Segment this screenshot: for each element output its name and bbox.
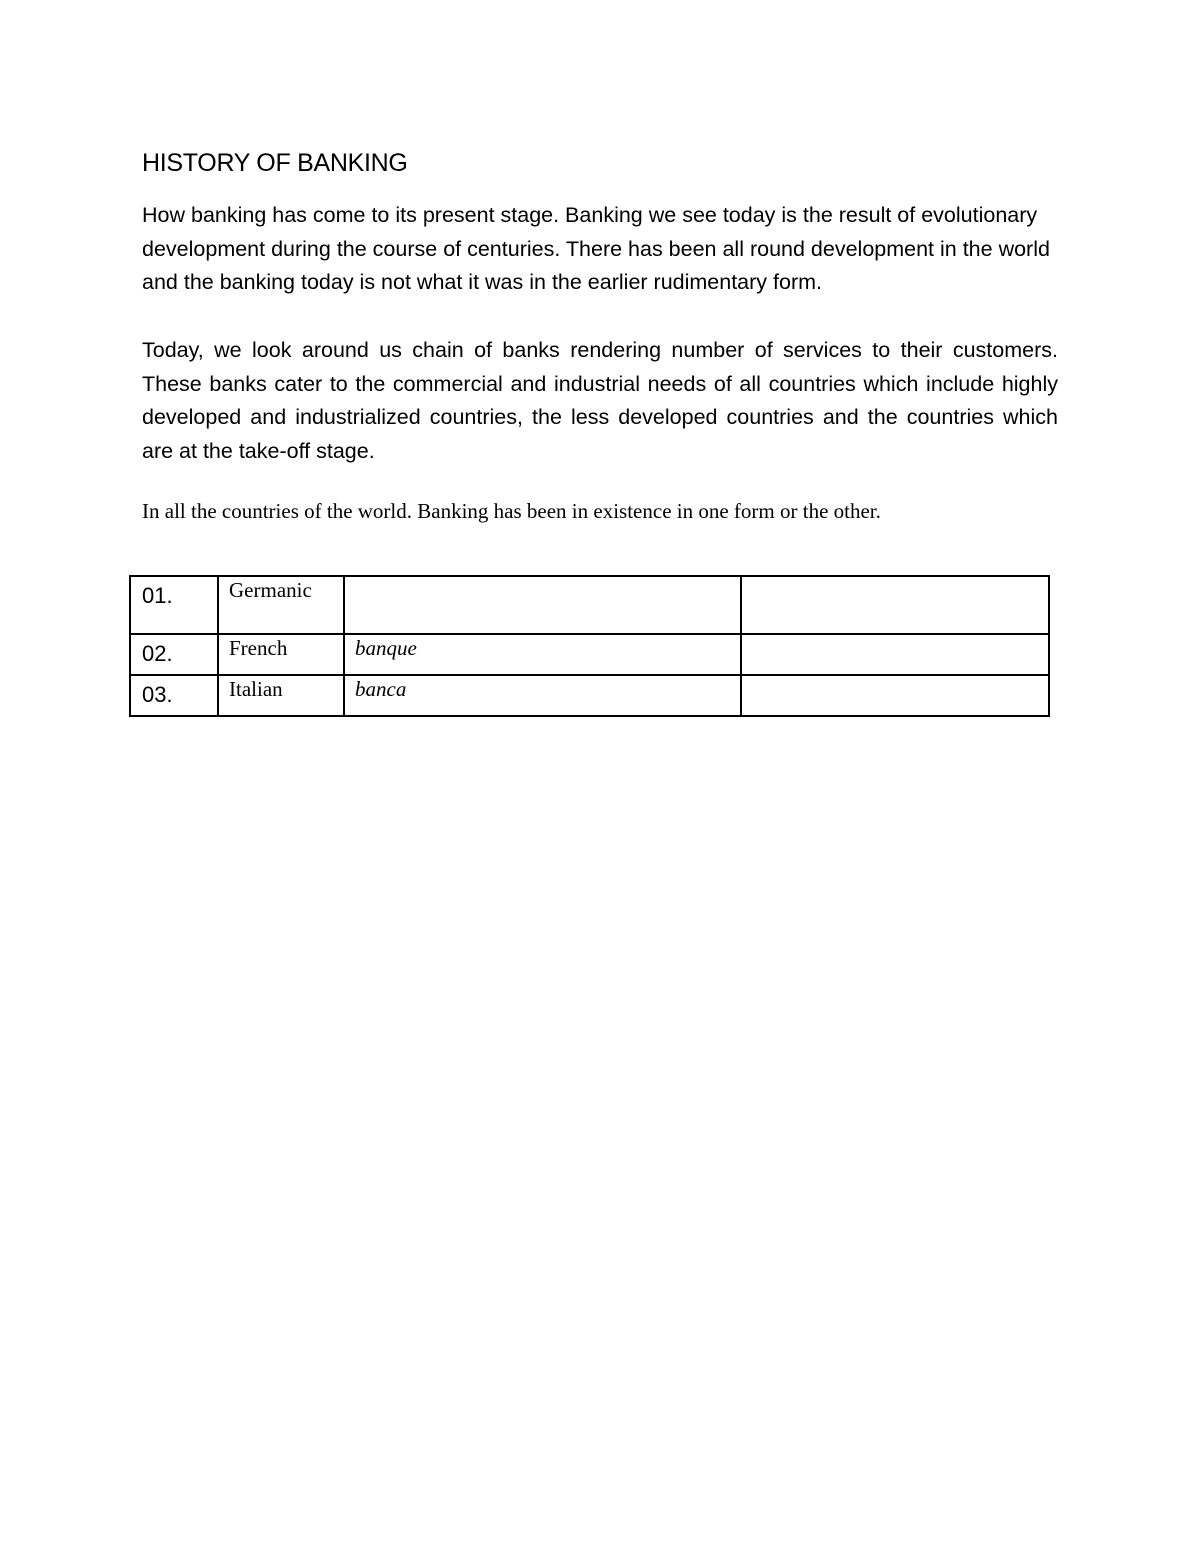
existence-paragraph: In all the countries of the world. Banking has been in existence in one form or the other. bbox=[142, 499, 881, 523]
row-number: 01. bbox=[130, 576, 218, 634]
extra-cell bbox=[741, 634, 1049, 675]
word-origin-table bbox=[129, 575, 1050, 717]
row-number: 02. bbox=[130, 634, 218, 675]
language-cell: Italian bbox=[218, 675, 344, 716]
intro-paragraph: How banking has come to its present stage. Banking we see today is the result of evolutionary development during the course of centuries. There has been all round development in the world and the banking today is not what it was in the earlier rudimentary form. bbox=[142, 203, 1050, 295]
extra-cell bbox=[741, 675, 1049, 716]
row-number: 03. bbox=[130, 675, 218, 716]
extra-cell bbox=[741, 576, 1049, 634]
table-row bbox=[130, 576, 1049, 634]
word-cell bbox=[344, 576, 741, 634]
language-cell: French bbox=[218, 634, 344, 675]
word-cell: banca bbox=[344, 675, 741, 716]
services-paragraph: Today, we look around us chain of banks rendering number of services to their customers. These banks cater to the commercial and industrial needs of all countries which include highly developed and industrialized countries, the less developed countries and the countries which are at the take-off stage. bbox=[142, 338, 1058, 464]
language-cell: Germanic bbox=[218, 576, 344, 634]
table-row bbox=[130, 675, 1049, 716]
table-row bbox=[130, 634, 1049, 675]
word-cell: banque bbox=[344, 634, 741, 675]
document-title: HISTORY OF BANKING bbox=[142, 149, 408, 177]
